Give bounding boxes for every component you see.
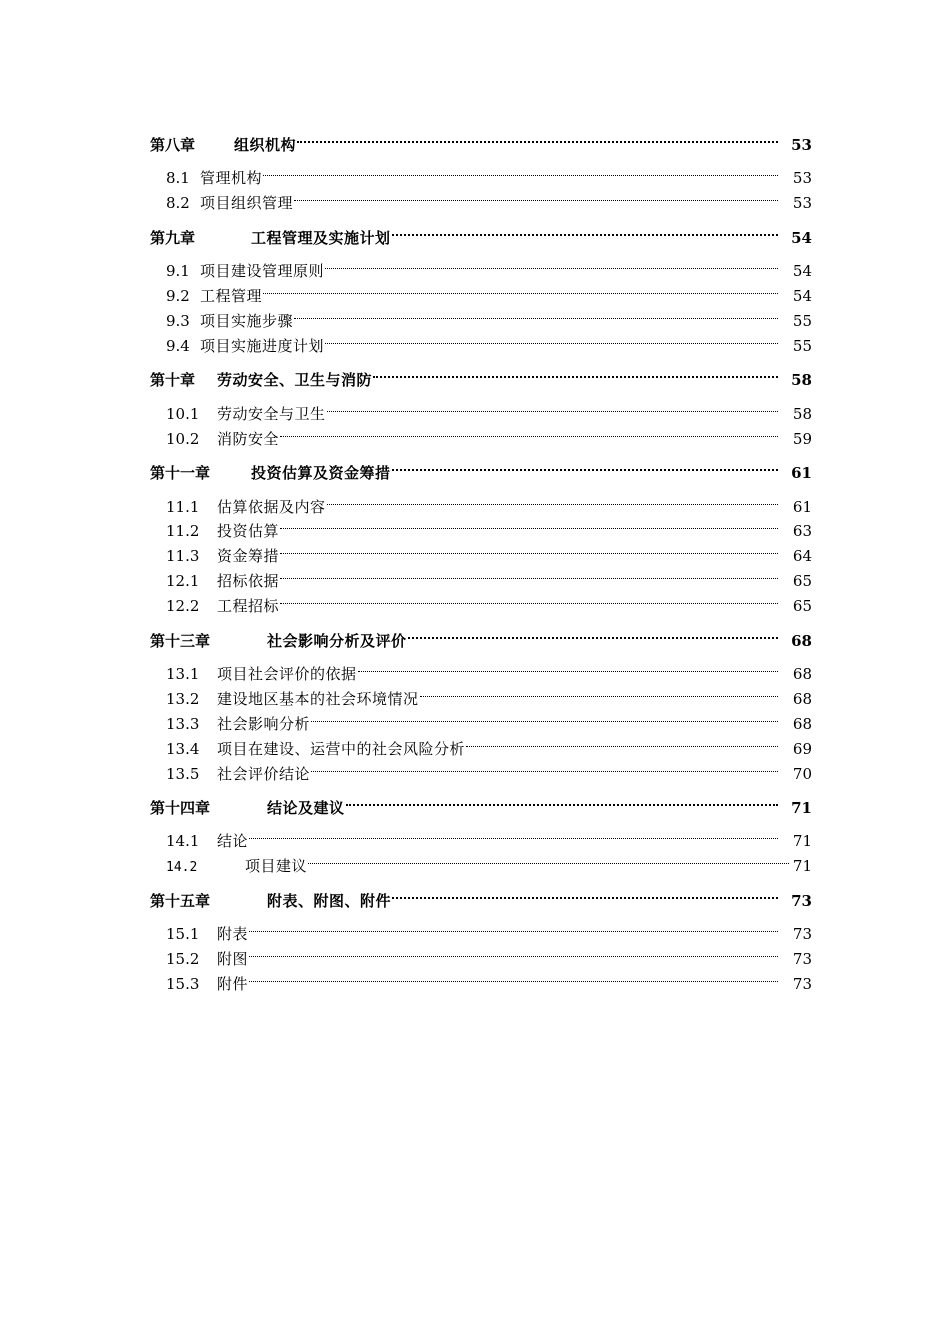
toc-section[interactable] (150, 939, 812, 969)
toc-page-number: 58 (792, 404, 812, 423)
toc-number: 12.2 (166, 597, 200, 616)
dot-leader (249, 939, 778, 964)
toc-number: 15.2 (166, 950, 200, 969)
toc-page-number: 68 (792, 664, 812, 683)
dot-leader (297, 124, 778, 150)
toc-page-number: 55 (792, 336, 812, 355)
toc-title: 估算依据及内容 (217, 497, 326, 516)
dot-leader (308, 846, 789, 871)
toc-title: 项目建议 (245, 857, 308, 876)
toc-number: 13.1 (166, 664, 200, 683)
toc-chapter[interactable] (150, 452, 812, 483)
dot-leader (346, 787, 778, 813)
toc-title: 投资估算及资金筹措 (251, 464, 391, 483)
toc-page-number: 55 (792, 311, 812, 330)
toc-number: 13.5 (166, 764, 200, 783)
toc-page-number: 53 (792, 169, 812, 188)
dot-leader (294, 183, 778, 208)
toc-number: 14.2 (166, 860, 198, 876)
toc-title: 项目在建设、运营中的社会风险分析 (217, 739, 466, 758)
toc-section[interactable] (150, 914, 812, 944)
dot-leader (358, 654, 778, 679)
toc-title: 项目组织管理 (200, 194, 294, 213)
toc-title: 项目建设管理原则 (200, 262, 325, 281)
dot-leader (392, 217, 778, 243)
toc-title: 管理机构 (200, 169, 263, 188)
toc-number: 第十三章 (150, 631, 211, 650)
toc-title: 项目社会评价的依据 (217, 664, 357, 683)
toc-page-number: 70 (792, 764, 812, 783)
toc-title: 结论及建议 (267, 799, 345, 818)
dot-leader (327, 487, 778, 512)
dot-leader (249, 822, 778, 847)
toc-number: 第十五章 (150, 891, 211, 910)
toc-section[interactable] (150, 846, 812, 876)
toc-title: 结论 (217, 832, 249, 851)
toc-page-number: 71 (792, 832, 812, 851)
toc-chapter[interactable] (150, 787, 812, 818)
dot-leader (280, 419, 778, 444)
toc-page-number: 68 (791, 631, 812, 650)
dot-leader (466, 729, 778, 754)
toc-title: 组织机构 (234, 136, 297, 154)
toc-number: 12.1 (166, 572, 200, 591)
dot-leader (280, 512, 778, 537)
dot-leader (325, 326, 778, 351)
toc-page-number: 61 (791, 464, 812, 483)
toc-section[interactable] (150, 654, 812, 683)
toc-title: 项目实施进度计划 (200, 336, 325, 355)
toc-page-number: 68 (792, 689, 812, 708)
toc-number: 9.3 (166, 311, 190, 330)
dot-leader (420, 679, 778, 704)
toc-page-number: 59 (792, 429, 812, 448)
toc-chapter[interactable] (150, 217, 812, 247)
toc-page-number: 54 (792, 287, 812, 306)
dot-leader (249, 964, 778, 989)
toc-number: 9.2 (166, 287, 190, 306)
toc-number: 11.2 (166, 522, 200, 541)
toc-number: 第九章 (150, 228, 196, 247)
toc-number: 11.3 (166, 547, 200, 566)
toc-title: 工程招标 (217, 597, 280, 616)
toc-page-number: 64 (792, 547, 812, 566)
toc-title: 消防安全 (217, 429, 280, 448)
toc-number: 10.1 (166, 404, 200, 423)
toc-number: 第八章 (150, 136, 196, 154)
toc-title: 附件 (217, 974, 249, 993)
dot-leader (327, 394, 778, 419)
toc-page-number: 73 (791, 891, 812, 910)
table-of-contents (150, 124, 812, 993)
toc-number: 15.3 (166, 974, 200, 993)
dot-leader (263, 159, 778, 184)
toc-page-number: 54 (792, 262, 812, 281)
dot-leader (373, 359, 778, 385)
toc-page-number: 73 (792, 950, 812, 969)
toc-title: 社会影响分析及评价 (267, 631, 407, 650)
toc-section[interactable] (150, 159, 812, 188)
dot-leader (392, 880, 778, 906)
toc-chapter[interactable] (150, 880, 812, 910)
toc-title: 附图 (217, 950, 249, 969)
dot-leader (249, 914, 778, 939)
dot-leader (325, 251, 778, 276)
toc-page-number: 71 (791, 799, 812, 818)
toc-title: 劳动安全与卫生 (217, 404, 326, 423)
toc-number: 15.1 (166, 925, 200, 944)
toc-number: 11.1 (166, 497, 200, 516)
toc-page-number: 54 (791, 228, 812, 247)
toc-section[interactable] (150, 822, 812, 851)
toc-title: 项目实施步骤 (200, 311, 294, 330)
toc-page-number: 69 (792, 739, 812, 758)
toc-title: 资金筹措 (217, 547, 280, 566)
toc-page-number: 53 (792, 194, 812, 213)
toc-title: 招标依据 (217, 572, 280, 591)
toc-title: 劳动安全、卫生与消防 (217, 371, 373, 390)
toc-title: 建设地区基本的社会环境情况 (217, 689, 419, 708)
toc-page-number: 61 (792, 497, 812, 516)
toc-page-number: 73 (792, 925, 812, 944)
toc-number: 10.2 (166, 429, 200, 448)
dot-leader (263, 276, 778, 301)
dot-leader (408, 620, 778, 646)
dot-leader (280, 561, 778, 586)
toc-title: 工程管理及实施计划 (251, 228, 391, 247)
dot-leader (392, 452, 778, 478)
toc-page-number: 65 (792, 597, 812, 616)
toc-page-number: 73 (792, 974, 812, 993)
toc-number: 13.3 (166, 714, 200, 733)
toc-title: 投资估算 (217, 522, 280, 541)
toc-title: 附表、附图、附件 (267, 891, 392, 910)
toc-page-number: 68 (792, 714, 812, 733)
toc-section[interactable] (150, 394, 812, 423)
toc-number: 8.2 (166, 194, 190, 213)
toc-number: 第十一章 (150, 464, 211, 483)
toc-page-number: 53 (791, 136, 812, 154)
toc-title: 社会影响分析 (217, 714, 311, 733)
toc-number: 13.4 (166, 739, 200, 758)
dot-leader (280, 536, 778, 561)
dot-leader (311, 704, 778, 729)
toc-section[interactable] (150, 251, 812, 281)
toc-number: 14.1 (166, 832, 200, 851)
toc-chapter[interactable] (150, 359, 812, 390)
toc-section[interactable] (150, 487, 812, 516)
toc-page-number: 58 (791, 371, 812, 390)
toc-number: 第十章 (150, 371, 196, 390)
toc-page-number: 63 (792, 522, 812, 541)
toc-chapter[interactable] (150, 620, 812, 650)
toc-number: 9.1 (166, 262, 190, 281)
toc-chapter[interactable] (150, 124, 812, 154)
toc-number: 8.1 (166, 169, 190, 188)
toc-number: 13.2 (166, 689, 200, 708)
toc-number: 9.4 (166, 336, 190, 355)
toc-page-number: 71 (792, 857, 812, 876)
dot-leader (311, 754, 778, 779)
toc-title: 附表 (217, 925, 249, 944)
dot-leader (294, 301, 778, 326)
toc-page-number: 65 (792, 572, 812, 591)
toc-title: 工程管理 (200, 287, 263, 306)
toc-title: 社会评价结论 (217, 764, 311, 783)
toc-section[interactable] (150, 964, 812, 993)
dot-leader (280, 586, 778, 611)
toc-number: 第十四章 (150, 799, 211, 818)
